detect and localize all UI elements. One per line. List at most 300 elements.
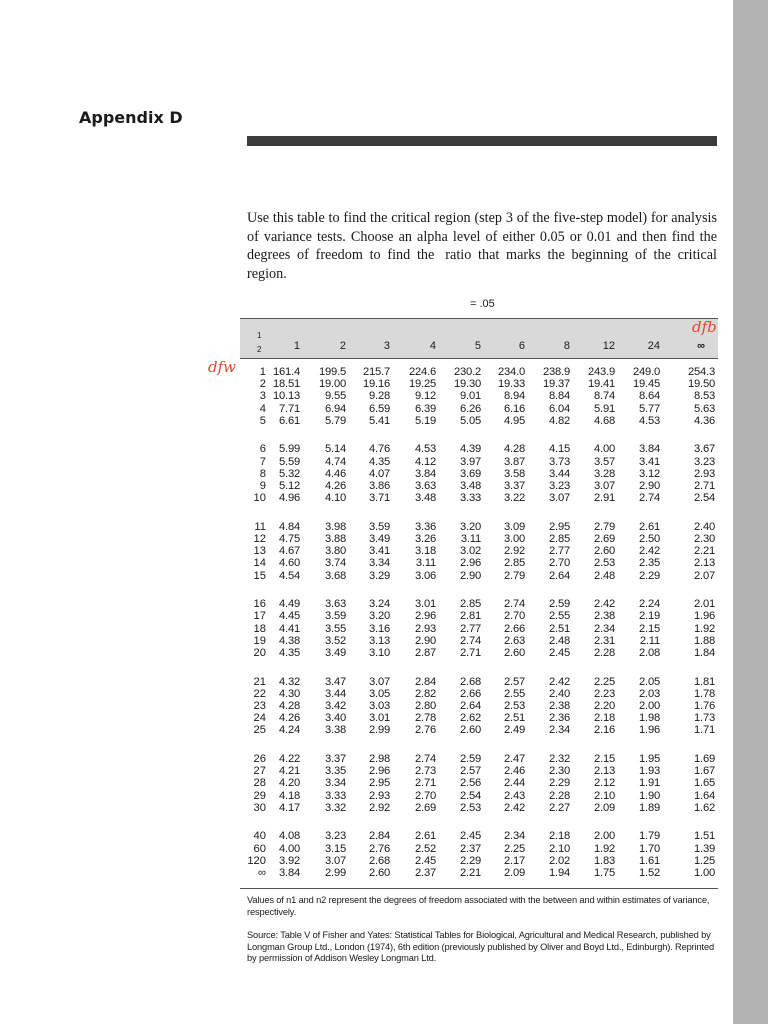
table-cell: 2.59 — [549, 598, 570, 611]
table-cell: 4.17 — [279, 801, 300, 814]
table-cell: 2.09 — [504, 867, 525, 879]
table-cell: 3.12 — [639, 467, 660, 480]
table-cell: 3.71 — [369, 492, 390, 505]
table-cell: 2.09 — [594, 801, 615, 814]
row-label: 18 — [253, 622, 266, 635]
table-cell: 3.07 — [325, 854, 346, 867]
table-cell: 1.61 — [639, 854, 660, 867]
table-cell: 4.46 — [325, 467, 346, 480]
table-cell: 3.86 — [369, 480, 390, 492]
table-cell: 2.59 — [460, 753, 481, 765]
intro-text-part1: Use this table to find the critical region (step 3 of the five-step model) for analysis of variance tests. Choose an alpha level of either 0.05 or 0.01 and then find the degrees of freedom to find the — [247, 210, 717, 263]
table-cell: 4.30 — [279, 687, 300, 700]
table-cell: 2.71 — [694, 480, 715, 492]
row-label: 21 — [253, 675, 266, 688]
table-cell: 1.92 — [594, 842, 615, 855]
table-cell: 4.08 — [279, 830, 300, 843]
table-cell: 4.22 — [279, 753, 300, 765]
row-label: 4 — [259, 402, 266, 415]
title-rule — [247, 136, 717, 146]
table-cell: 3.98 — [325, 520, 346, 533]
table-cell: 3.49 — [325, 647, 346, 659]
table-cell: 2.82 — [415, 687, 436, 700]
table-cell: 161.4 — [273, 366, 300, 378]
table-cell: 238.9 — [543, 366, 570, 378]
table-cell: 3.06 — [415, 569, 436, 582]
column-header: 8 — [563, 340, 570, 352]
table-cell: 3.33 — [460, 492, 481, 505]
table-cell: 2.24 — [639, 598, 660, 611]
table-cell: 2.96 — [369, 765, 390, 778]
table-cell: 1.67 — [694, 765, 715, 778]
table-cell: 230.2 — [454, 366, 481, 378]
table-cell: 19.25 — [409, 378, 436, 391]
table-cell: 2.68 — [460, 675, 481, 688]
table-cell: 3.28 — [594, 467, 615, 480]
table-cell: 19.33 — [498, 378, 525, 391]
table-cell: 2.38 — [594, 610, 615, 623]
table-cell: 2.62 — [460, 712, 481, 725]
table-cell: 4.60 — [279, 557, 300, 570]
table-cell: 3.57 — [594, 455, 615, 468]
row-label: 28 — [253, 777, 266, 790]
table-cell: 3.41 — [639, 455, 660, 468]
table-cell: 2.23 — [594, 687, 615, 700]
table-cell: 2.32 — [549, 753, 570, 765]
table-cell: 2.00 — [594, 830, 615, 843]
table-cell: 8.94 — [504, 390, 525, 403]
row-label: 3 — [259, 390, 266, 403]
table-cell: 5.91 — [594, 402, 615, 415]
table-cell: 2.74 — [639, 492, 660, 505]
table-cell: 4.00 — [279, 842, 300, 855]
table-cell: 3.48 — [460, 480, 481, 492]
table-cell: 3.01 — [369, 712, 390, 725]
table-cell: 3.15 — [325, 842, 346, 855]
table-cell: 1.75 — [594, 867, 615, 879]
table-cell: 6.59 — [369, 402, 390, 415]
table-cell: 2.66 — [460, 687, 481, 700]
table-cell: 3.11 — [415, 557, 436, 570]
table-cell: 19.00 — [319, 378, 346, 391]
table-cell: 2.80 — [415, 700, 436, 712]
table-cell: 2.96 — [415, 610, 436, 623]
table-cell: 2.74 — [415, 753, 436, 765]
table-cell: 3.37 — [504, 480, 525, 492]
table-cell: 254.3 — [688, 366, 715, 378]
table-cell: 4.53 — [415, 443, 436, 456]
column-header: 5 — [474, 340, 481, 352]
table-cell: 3.41 — [369, 545, 390, 558]
table-cell: 1.70 — [639, 842, 660, 855]
table-cell: 3.34 — [369, 557, 390, 570]
table-cell: 2.35 — [639, 557, 660, 570]
table-cell: 2.11 — [639, 634, 660, 647]
table-cell: 1.71 — [694, 724, 715, 737]
table-cell: 8.84 — [549, 390, 570, 403]
table-cell: 2.50 — [639, 533, 660, 545]
table-cell: 4.82 — [549, 414, 570, 427]
table-header — [240, 318, 718, 359]
table-cell: 3.36 — [415, 520, 436, 533]
table-cell: 19.50 — [688, 378, 715, 391]
table-cell: 1.84 — [694, 647, 715, 659]
table-cell: 2.40 — [549, 687, 570, 700]
table-cell: 4.12 — [415, 455, 436, 468]
table-cell: 2.18 — [594, 712, 615, 725]
table-cell: 1.62 — [694, 801, 715, 814]
table-cell: 2.45 — [415, 854, 436, 867]
table-cell: 3.11 — [460, 533, 481, 545]
table-cell: 1.69 — [694, 753, 715, 765]
table-cell: 4.45 — [279, 610, 300, 623]
row-label: 8 — [259, 467, 266, 480]
table-cell: 199.5 — [319, 366, 346, 378]
row-label: 60 — [253, 842, 266, 855]
row-label: 14 — [253, 557, 266, 570]
table-cell: 2.34 — [504, 830, 525, 843]
table-cell: 3.48 — [415, 492, 436, 505]
table-cell: 2.60 — [460, 724, 481, 737]
table-cell: 4.26 — [325, 480, 346, 492]
row-label: 26 — [253, 753, 266, 765]
table-cell: 2.78 — [415, 712, 436, 725]
table-cell: 3.38 — [325, 724, 346, 737]
table-cell: 3.03 — [369, 700, 390, 712]
table-cell: 2.73 — [415, 765, 436, 778]
column-header: 1 — [293, 340, 300, 352]
table-cell: 2.77 — [549, 545, 570, 558]
table-cell: 2.48 — [594, 569, 615, 582]
table-cell: 3.47 — [325, 675, 346, 688]
table-cell: 2.48 — [549, 634, 570, 647]
row-label: 30 — [253, 801, 266, 814]
table-cell: 2.64 — [549, 569, 570, 582]
column-header: 2 — [339, 340, 346, 352]
table-cell: 2.37 — [460, 842, 481, 855]
table-cell: 3.20 — [369, 610, 390, 623]
table-cell: 4.74 — [325, 455, 346, 468]
table-cell: 4.95 — [504, 414, 525, 427]
table-cell: 2.31 — [594, 634, 615, 647]
handwritten-dfw: dfw — [208, 358, 236, 376]
table-cell: 2.74 — [504, 598, 525, 611]
table-cell: 3.74 — [325, 557, 346, 570]
table-cell: 2.51 — [549, 622, 570, 635]
table-cell: 1.83 — [594, 854, 615, 867]
table-cell: 1.96 — [639, 724, 660, 737]
table-cell: 3.84 — [279, 867, 300, 879]
table-cell: 8.53 — [694, 390, 715, 403]
table-cell: 3.34 — [325, 777, 346, 790]
table-cell: 2.99 — [369, 724, 390, 737]
table-cell: 1.64 — [694, 789, 715, 802]
table-cell: 4.21 — [279, 765, 300, 778]
table-cell: 9.28 — [369, 390, 390, 403]
table-cell: 3.13 — [369, 634, 390, 647]
table-cell: 2.40 — [694, 520, 715, 533]
column-header: 6 — [518, 340, 525, 352]
table-cell: 2.63 — [504, 634, 525, 647]
table-cell: 3.00 — [504, 533, 525, 545]
table-cell: 2.20 — [594, 700, 615, 712]
table-cell: 2.34 — [549, 724, 570, 737]
table-cell: 2.95 — [549, 520, 570, 533]
source-note: Source: Table V of Fisher and Yates: Statistical Tables for Biological, Agricultural and Medical Research, published by Longman Group Ltd., London (1974), 6th edition (previously published by Oliver and Boyd Ltd., Edinburgh). Reprinted by permission of Addison Wesley Longman Ltd. — [247, 930, 715, 963]
table-cell: 3.02 — [460, 545, 481, 558]
table-cell: 1.51 — [694, 830, 715, 843]
table-cell: 2.51 — [504, 712, 525, 725]
table-cell: 2.37 — [415, 867, 436, 879]
table-cell: 3.01 — [415, 598, 436, 611]
table-cell: 4.38 — [279, 634, 300, 647]
column-header: 4 — [429, 340, 436, 352]
table-cell: 3.23 — [325, 830, 346, 843]
table-cell: 3.69 — [460, 467, 481, 480]
table-cell: 3.22 — [504, 492, 525, 505]
table-cell: 2.44 — [504, 777, 525, 790]
table-cell: 6.39 — [415, 402, 436, 415]
table-cell: 3.63 — [415, 480, 436, 492]
table-cell: 4.10 — [325, 492, 346, 505]
row-label: 20 — [253, 647, 266, 659]
column-header: ∞ — [697, 340, 705, 352]
table-cell: 2.47 — [504, 753, 525, 765]
table-cell: 2.01 — [694, 598, 715, 611]
table-cell: 5.77 — [639, 402, 660, 415]
table-cell: 3.87 — [504, 455, 525, 468]
table-cell: 2.10 — [549, 842, 570, 855]
table-cell: 3.24 — [369, 598, 390, 611]
table-cell: 2.12 — [594, 777, 615, 790]
table-cell: 1.94 — [549, 867, 570, 879]
table-cell: 4.75 — [279, 533, 300, 545]
row-label: 16 — [253, 598, 266, 611]
table-cell: 2.36 — [549, 712, 570, 725]
n2-label: 2 — [257, 345, 262, 354]
table-cell: 1.39 — [694, 842, 715, 855]
table-cell: 4.54 — [279, 569, 300, 582]
table-cell: 10.13 — [273, 390, 300, 403]
page-title: Appendix D — [79, 108, 183, 127]
row-label: 23 — [253, 700, 266, 712]
table-cell: 6.26 — [460, 402, 481, 415]
table-cell: 2.21 — [694, 545, 715, 558]
table-cell: 2.27 — [549, 801, 570, 814]
table-cell: 1.78 — [694, 687, 715, 700]
table-cell: 2.81 — [460, 610, 481, 623]
table-cell: 3.58 — [504, 467, 525, 480]
table-cell: 4.84 — [279, 520, 300, 533]
table-cell: 3.32 — [325, 801, 346, 814]
table-cell: 2.70 — [504, 610, 525, 623]
table-cell: 2.92 — [504, 545, 525, 558]
table-cell: 2.28 — [549, 789, 570, 802]
table-cell: 243.9 — [588, 366, 615, 378]
table-cell: 2.96 — [460, 557, 481, 570]
table-cell: 4.68 — [594, 414, 615, 427]
table-cell: 3.44 — [325, 687, 346, 700]
table-cell: 5.63 — [694, 402, 715, 415]
table-cell: 2.87 — [415, 647, 436, 659]
table-cell: 1.93 — [639, 765, 660, 778]
table-cell: 5.59 — [279, 455, 300, 468]
table-cell: 2.68 — [369, 854, 390, 867]
table-cell: 3.16 — [369, 622, 390, 635]
table-cell: 3.23 — [694, 455, 715, 468]
table-cell: 2.49 — [504, 724, 525, 737]
table-cell: 1.95 — [639, 753, 660, 765]
table-cell: 3.40 — [325, 712, 346, 725]
table-cell: 4.07 — [369, 467, 390, 480]
table-cell: 2.07 — [694, 569, 715, 582]
table-cell: 2.21 — [460, 867, 481, 879]
table-cell: 3.33 — [325, 789, 346, 802]
table-cell: 3.10 — [369, 647, 390, 659]
table-cell: 1.91 — [639, 777, 660, 790]
table-cell: 3.42 — [325, 700, 346, 712]
row-label: 24 — [253, 712, 266, 725]
table-cell: 2.17 — [504, 854, 525, 867]
table-cell: 2.92 — [369, 801, 390, 814]
page-edge-bar — [733, 0, 768, 1024]
alpha-label: = .05 — [470, 298, 495, 310]
table-cell: 4.35 — [369, 455, 390, 468]
table-cell: 3.80 — [325, 545, 346, 558]
table-cell: 2.25 — [504, 842, 525, 855]
table-cell: 19.16 — [363, 378, 390, 391]
table-cell: 6.94 — [325, 402, 346, 415]
row-label: 5 — [259, 414, 266, 427]
table-cell: 3.97 — [460, 455, 481, 468]
table-cell: 3.07 — [369, 675, 390, 688]
table-cell: 1.76 — [694, 700, 715, 712]
column-header: 3 — [383, 340, 390, 352]
table-cell: 2.64 — [460, 700, 481, 712]
table-cell: 2.42 — [594, 598, 615, 611]
table-cell: 3.20 — [460, 520, 481, 533]
table-cell: 5.05 — [460, 414, 481, 427]
table-cell: 5.41 — [369, 414, 390, 427]
table-cell: 7.71 — [279, 402, 300, 415]
table-cell: 2.30 — [694, 533, 715, 545]
table-cell: 2.60 — [369, 867, 390, 879]
table-cell: 2.79 — [504, 569, 525, 582]
table-cell: 3.92 — [279, 854, 300, 867]
row-label: 2 — [259, 378, 266, 391]
table-cell: 6.16 — [504, 402, 525, 415]
table-cell: 2.43 — [504, 789, 525, 802]
table-cell: 3.52 — [325, 634, 346, 647]
table-cell: 2.66 — [504, 622, 525, 635]
table-cell: 1.98 — [639, 712, 660, 725]
table-cell: 1.25 — [694, 854, 715, 867]
table-cell: 2.76 — [369, 842, 390, 855]
table-cell: 2.42 — [549, 675, 570, 688]
row-label: 11 — [254, 520, 266, 533]
table-cell: 2.52 — [415, 842, 436, 855]
table-cell: 2.69 — [415, 801, 436, 814]
table-cell: 9.01 — [460, 390, 481, 403]
table-cell: 2.90 — [460, 569, 481, 582]
table-cell: 2.71 — [415, 777, 436, 790]
table-cell: 4.20 — [279, 777, 300, 790]
table-cell: 249.0 — [633, 366, 660, 378]
table-cell: 2.00 — [639, 700, 660, 712]
intro-paragraph — [247, 209, 717, 283]
row-label: 10 — [253, 492, 266, 505]
table-cell: 2.90 — [639, 480, 660, 492]
table-cell: 5.32 — [279, 467, 300, 480]
table-cell: 8.64 — [639, 390, 660, 403]
table-cell: 3.84 — [415, 467, 436, 480]
row-label: 19 — [253, 634, 266, 647]
row-label: 40 — [253, 830, 266, 843]
table-cell: 4.28 — [279, 700, 300, 712]
table-cell: 3.37 — [325, 753, 346, 765]
table-cell: 224.6 — [409, 366, 436, 378]
table-cell: 2.85 — [549, 533, 570, 545]
table-cell: 2.84 — [415, 675, 436, 688]
table-cell: 4.28 — [504, 443, 525, 456]
table-cell: 1.89 — [639, 801, 660, 814]
row-label: 12 — [253, 533, 266, 545]
table-cell: 1.81 — [694, 675, 715, 688]
row-label: 27 — [253, 765, 266, 778]
table-cell: 3.88 — [325, 533, 346, 545]
table-cell: 5.14 — [325, 443, 346, 456]
table-cell: 3.07 — [594, 480, 615, 492]
table-cell: 2.16 — [594, 724, 615, 737]
table-cell: 3.44 — [549, 467, 570, 480]
table-cell: 2.99 — [325, 867, 346, 879]
table-cell: 4.53 — [639, 414, 660, 427]
row-label: 7 — [259, 455, 266, 468]
table-cell: 2.70 — [549, 557, 570, 570]
table-cell: 3.67 — [694, 443, 715, 456]
table-cell: 2.13 — [594, 765, 615, 778]
table-cell: 1.52 — [639, 867, 660, 879]
table-cell: 2.45 — [549, 647, 570, 659]
handwritten-dfb: dfb — [692, 318, 717, 336]
table-cell: 1.96 — [694, 610, 715, 623]
table-cell: 2.29 — [460, 854, 481, 867]
table-cell: 2.30 — [549, 765, 570, 778]
table-cell: 4.18 — [279, 789, 300, 802]
table-cell: 2.84 — [369, 830, 390, 843]
table-cell: 5.99 — [279, 443, 300, 456]
table-cell: 2.57 — [504, 675, 525, 688]
table-cell: 2.53 — [594, 557, 615, 570]
table-cell: 18.51 — [273, 378, 300, 391]
table-cell: 3.59 — [369, 520, 390, 533]
table-cell: 8.74 — [594, 390, 615, 403]
row-label: 1 — [259, 366, 266, 378]
table-cell: 6.61 — [279, 414, 300, 427]
table-cell: 4.35 — [279, 647, 300, 659]
table-cell: 2.93 — [415, 622, 436, 635]
table-cell: 2.76 — [415, 724, 436, 737]
table-cell: 3.18 — [415, 545, 436, 558]
table-cell: 2.79 — [594, 520, 615, 533]
table-cell: 2.15 — [594, 753, 615, 765]
table-footnote: Values of n1 and n2 represent the degrees of freedom associated with the between and within estimates of variance, respectively. — [247, 895, 710, 917]
table-cell: 3.35 — [325, 765, 346, 778]
table-cell: 2.95 — [369, 777, 390, 790]
table-cell: 5.19 — [415, 414, 436, 427]
row-label: 9 — [259, 480, 266, 492]
table-cell: 3.07 — [549, 492, 570, 505]
